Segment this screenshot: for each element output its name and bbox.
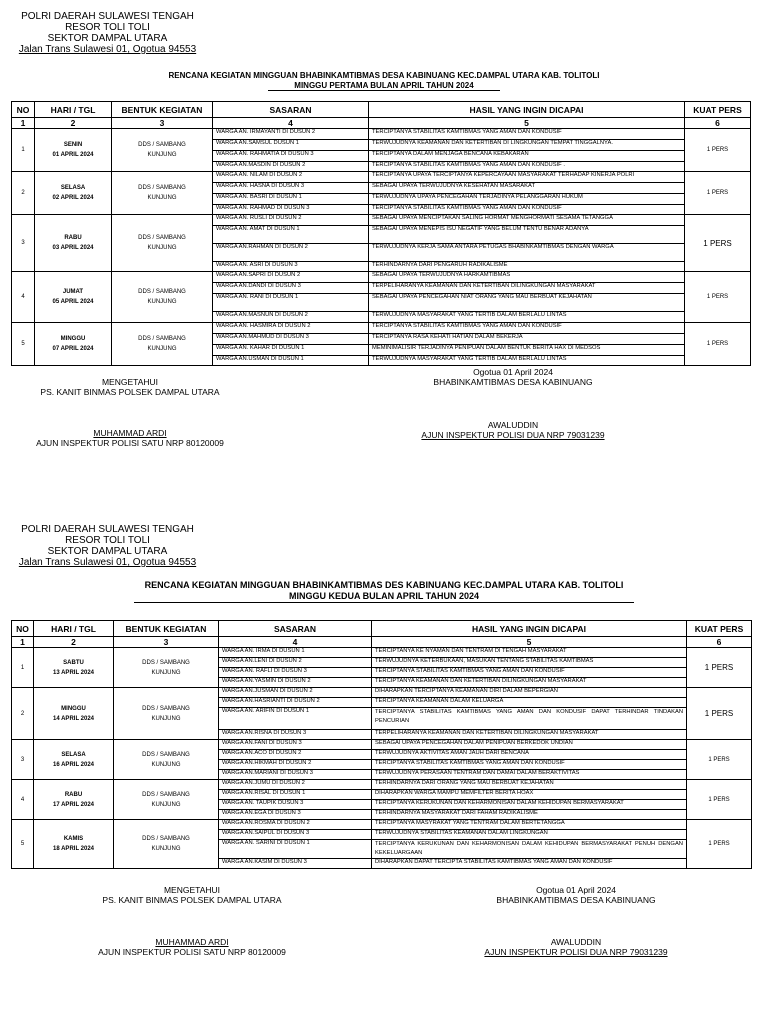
target-cell: WARGA AN. RAHMAD DI DUSUN 3: [213, 205, 369, 215]
force-cell: 1 PERS: [685, 272, 751, 323]
row-number: 3: [12, 740, 34, 780]
result-cell: TERHINDARNYA DARI PENGARUH RADIKALISME: [369, 262, 685, 272]
letterhead-1: [10, 11, 205, 55]
day-cell: [34, 780, 114, 820]
target-cell: WARGA AN.MAHMUD DI DUSUN 3: [213, 334, 369, 345]
col-num-3: 3: [112, 118, 213, 129]
day-date: 07 APRIL 2024: [52, 346, 94, 352]
activity-cell: [112, 215, 213, 272]
row-number: 1: [12, 648, 34, 688]
sign-right-name: AWALUDDIN: [550, 937, 602, 947]
schedule-table-week1: [11, 101, 751, 366]
col-activity: BENTUK KEGIATAN: [112, 102, 213, 118]
sign-right-position: BHABINKAMTIBMAS DESA KABINUANG: [433, 377, 593, 387]
letterhead-line1: POLRI DAERAH SULAWESI TENGAH: [21, 524, 194, 535]
day-cell: [34, 740, 114, 780]
col-force: KUAT PERS: [687, 621, 752, 637]
target-cell: WARGA AN.DANDI DI DUSUN 3: [213, 283, 369, 294]
target-cell: WARGA AN.FANI DI DUSUN 3: [219, 740, 372, 750]
sign-right-rank: AJUN INSPEKTUR POLISI DUA NRP 79031239: [484, 947, 668, 957]
target-cell: WARGA AN.SAMSUL DUSUN 1: [213, 140, 369, 151]
day-date: 17 APRIL 2024: [52, 801, 95, 808]
activity-line2: KUNJUNG: [147, 299, 177, 305]
result-cell: TERWUJUDNYA UPAYA PENCEGAHAN TERJADINYA PELANGGARAN HUKUM: [369, 194, 685, 205]
result-cell: TERCIPTANYA STABILITAS KAMTIBMAS YANG AMAN DAN KONDUSIF: [369, 129, 685, 140]
letterhead-line3: SEKTOR DAMPAL UTARA: [47, 546, 168, 557]
activity-cell: [114, 648, 219, 688]
force-cell: 1 PERS: [685, 172, 751, 215]
result-cell: TERWUJUDNYA KERJA SAMA ANTARA PETUGAS BHABINKAMTIBMAS DENGAN WARGA: [369, 244, 685, 262]
activity-line2: KUNJUNG: [147, 152, 177, 158]
target-cell: WARGA AN. KAHAR DI DUSUN 1: [213, 345, 369, 356]
target-cell: WARGA AN.KASIM DI DUSUN 3: [219, 859, 372, 869]
table-row: [12, 323, 751, 334]
target-cell: WARGA AN.ROSMA DI DUSUN 2: [219, 820, 372, 830]
result-cell: TERCIPTANYA KERUKUNAN DAN KEHARMONISAN DALAM KEHIDUPAN BERMASYARAKAT PENUH DENGAN KEKELUARGAAN: [372, 840, 687, 859]
day-name: SELASA: [60, 185, 86, 191]
target-cell: WARGA AN.RISAL DI DUSUN 1: [219, 790, 372, 800]
col-day: HARI / TGL: [34, 621, 114, 637]
col-num-5: 5: [372, 637, 687, 648]
activity-line1: DDS / SAMBANG: [142, 751, 190, 758]
result-cell: SEBAGAI UPAYA TERWUJUDNYA KESEHATAN MASARAKAT: [369, 183, 685, 194]
day-date: 18 APRIL 2024: [52, 846, 95, 852]
result-cell: TERCIPTANYA DALAM MENJAGA BENCANA KEBAKARAN: [369, 151, 685, 162]
col-target: SASARAN: [213, 102, 369, 118]
sign-left-caption: MENGETAHUI: [101, 377, 159, 387]
target-cell: WARGA AN.MASNUN DI DUSUN 2: [213, 312, 369, 323]
activity-line2: KUNJUNG: [151, 761, 181, 768]
result-cell: MEMINIMALISIR TERJADINYA PENIPUAN DALAM BENTUK BERITA HAX DI MEDSOS: [369, 345, 685, 356]
activity-line1: DDS / SAMBANG: [138, 185, 186, 191]
col-target: SASARAN: [219, 621, 372, 637]
letterhead-line2: RESOR TOLI TOLI: [65, 535, 150, 546]
signature-right-2: [456, 885, 696, 957]
col-activity: BENTUK KEGIATAN: [114, 621, 219, 637]
plan-title-2: [0, 580, 768, 603]
col-num-3: 3: [114, 637, 219, 648]
result-cell: TERCIPTANYA STABILITAS KAMTIBMAS YANG AMAN DAN KONDUSIF: [369, 323, 685, 334]
sign-left-position: PS. KANIT BINMAS POLSEK DAMPAL UTARA: [40, 387, 220, 397]
sign-right-position: BHABINKAMTIBMAS DESA KABINUANG: [496, 895, 656, 905]
col-num-1: 1: [12, 118, 35, 129]
sign-left-caption: MENGETAHUI: [163, 885, 221, 895]
sign-left-rank: AJUN INSPEKTUR POLISI SATU NRP 80120009: [36, 438, 224, 448]
target-cell: WARGA AN.SAPRI DI DUSUN 2: [213, 272, 369, 283]
result-cell: TERCIPTANYA STABILITAS KAMTIBMAS YANG AMAN DAN KONDUSIF: [372, 668, 687, 678]
activity-line1: DDS / SAMBANG: [138, 235, 186, 241]
force-cell: 1 PERS: [685, 323, 751, 366]
day-name: MINGGU: [61, 705, 86, 712]
plan-title-1: [0, 71, 768, 91]
activity-line1: DDS / SAMBANG: [142, 791, 190, 798]
letterhead-2: [10, 524, 205, 568]
result-cell: TERCIPTANYA UPAYA TERCIPTANYA KEPERCAYAAN MASYARAKAT TERHADAP KINERJA POLRI: [369, 172, 685, 183]
result-cell: TERPELIHARANYA KEAMANAN DAN KETERTIBAN DILINGKUNGAN MASYARAKAT: [372, 730, 687, 740]
result-cell: SEBAGAI UPAYA PENCEGAHAN DALAM PENIPUAN BERKEDOK UNDIAN: [372, 740, 687, 750]
result-cell: DIHARAPKAN DAPAT TERCIPTA STABILITAS KAMTIBMAS YANG AMAN DAN KONDUSIF: [372, 859, 687, 869]
row-number: 4: [12, 272, 35, 323]
target-cell: WARGA AN. AMAT DI DUSUN 1: [213, 226, 369, 244]
letterhead-address: Jalan Trans Sulawesi 01, Ogotua 94553: [18, 557, 197, 568]
activity-line1: DDS / SAMBANG: [138, 336, 186, 342]
col-num-6: 6: [687, 637, 752, 648]
plan-subtitle: MINGGU PERTAMA BULAN APRIL TAHUN 2024: [268, 81, 499, 92]
letterhead-address: Jalan Trans Sulawesi 01, Ogotua 94553: [18, 44, 197, 55]
target-cell: WARGA AN.EGA DI DUSUN 3: [219, 810, 372, 820]
target-cell: WARGA AN.JUSMAN DI DUSUN 2: [219, 688, 372, 698]
target-cell: WARGA AN.RISNA DI DUSUN 3: [219, 730, 372, 740]
sign-right-rank: AJUN INSPEKTUR POLISI DUA NRP 79031239: [421, 430, 605, 440]
day-date: 16 APRIL 2024: [52, 761, 95, 768]
table-row: [12, 129, 751, 140]
result-cell: SEBAGAI UPAYA TERWUJUDNYA HARKAMTIBMAS: [369, 272, 685, 283]
target-cell: WARGA AN. RAHMATIA DI DUSUN 3: [213, 151, 369, 162]
result-cell: DIHARAPKAN TERCIPTANYA KEAMANAN DIRI DALAM BEPERGIAN: [372, 688, 687, 698]
target-cell: WARGA AN.LENI DI DUSUN 2: [219, 658, 372, 668]
table-row: [12, 688, 752, 698]
activity-cell: [112, 129, 213, 172]
activity-line1: DDS / SAMBANG: [142, 836, 190, 842]
activity-line2: KUNJUNG: [151, 669, 181, 676]
target-cell: WARGA AN.YASMIN DI DUSUN 2: [219, 678, 372, 688]
force-cell: 1 PERS: [687, 820, 752, 869]
day-date: 13 APRIL 2024: [52, 669, 95, 676]
target-cell: WARGA AN.MARIANI DI DUSUN 3: [219, 770, 372, 780]
col-no: NO: [12, 102, 35, 118]
activity-cell: [112, 272, 213, 323]
force-cell: 1 PERS: [685, 129, 751, 172]
target-cell: WARGA AN.JUMU DI DUSUN 2: [219, 780, 372, 790]
day-name: KAMIS: [63, 836, 84, 842]
row-number: 1: [12, 129, 35, 172]
target-cell: WARGA AN. RAFLI DI DUSUN 3: [219, 668, 372, 678]
row-number: 3: [12, 215, 35, 272]
activity-line1: DDS / SAMBANG: [142, 705, 190, 712]
letterhead-line2: RESOR TOLI TOLI: [65, 22, 150, 33]
col-day: HARI / TGL: [35, 102, 112, 118]
result-cell: TERPELIHARANYA KEAMANAN DAN KETERTIBAN DILINGKUNGAN MASYARAKAT: [369, 283, 685, 294]
day-name: RABU: [64, 235, 82, 241]
result-cell: TERCIPTANYA KERUKUNAN DAN KEHARMONISAN DALAM KEHIDUPAN BERMASYARAKAT: [372, 800, 687, 810]
plan-title: RENCANA KEGIATAN MINGGUAN BHABINKAMTIBMAS DES KABINUANG KEC.DAMPAL UTARA KAB. TOLITOLI: [144, 580, 624, 590]
sign-left-rank: AJUN INSPEKTUR POLISI SATU NRP 80120009: [98, 947, 286, 957]
target-cell: WARGA AN. HASMIRA DI DUSUN 2: [213, 323, 369, 334]
day-cell: [34, 820, 114, 869]
target-cell: WARGA AN.MASDIN DI DUSUN 2: [213, 162, 369, 172]
day-date: 05 APRIL 2024: [52, 299, 94, 305]
col-num-6: 6: [685, 118, 751, 129]
result-cell: TERCIPTANYA RASA KEHATI HATIAN DALAM BEKERJA: [369, 334, 685, 345]
col-result: HASIL YANG INGIN DICAPAI: [369, 102, 685, 118]
day-date: 03 APRIL 2024: [52, 245, 94, 251]
activity-line1: DDS / SAMBANG: [138, 289, 186, 295]
day-cell: [34, 648, 114, 688]
row-number: 5: [12, 820, 34, 869]
row-number: 2: [12, 172, 35, 215]
day-name: RABU: [64, 791, 83, 798]
force-cell: 1 PERS: [687, 740, 752, 780]
result-cell: TERCIPTANYA STABILITAS KAMTIBMAS YANG AMAN DAN KONDUSIF .: [369, 162, 685, 172]
target-cell: WARGA AN.HIKMAH DI DUSUN 2: [219, 760, 372, 770]
target-cell: WARGA AN. BASRI DI DUSUN 1: [213, 194, 369, 205]
result-cell: TERWUJUDNYA MASYARAKAT YANG TERTIB DALAM BERLALU LINTAS: [369, 356, 685, 366]
activity-cell: [114, 820, 219, 869]
result-cell: SEBAGAI UPAYA PENCEGAHAN NIAT ORANG YANG MAU BERBUAT KEJAHATAN: [369, 294, 685, 312]
col-no: NO: [12, 621, 34, 637]
result-cell: TERCIPTANYA KEAMANAN DAN KETERTIBAN DILINGKUNGAN MASYARAKAT: [372, 678, 687, 688]
letterhead-line3: SEKTOR DAMPAL UTARA: [47, 33, 168, 44]
activity-cell: [112, 172, 213, 215]
activity-line2: KUNJUNG: [147, 346, 177, 352]
activity-line2: KUNJUNG: [147, 195, 177, 201]
row-number: 4: [12, 780, 34, 820]
col-num-2: 2: [35, 118, 112, 129]
schedule-table-week2: [11, 620, 752, 869]
sign-right-date: Ogotua 01 April 2024: [473, 367, 553, 377]
result-cell: TERHINDARNYA DARI ORANG YANG MAU BERBUAT KEJAHATAN: [372, 780, 687, 790]
day-name: SABTU: [63, 659, 84, 666]
target-cell: WARGA AN. IRMAYANTI DI DUSUN 2: [213, 129, 369, 140]
result-cell: SEBAGAI UPAYA MENEPIS ISU NEGATIF YANG BELUM TENTU BENAR ADANYA: [369, 226, 685, 244]
col-num-5: 5: [369, 118, 685, 129]
day-name: SENIN: [63, 142, 83, 148]
target-cell: WARGA AN. SARINI DI DUSUN 1: [219, 840, 372, 859]
activity-cell: [114, 688, 219, 740]
day-cell: [35, 129, 112, 172]
result-cell: SEBAGAI UPAYA MENCIPTAKAN SALING HORMAT MENGHORMATI SESAMA TETANGGA: [369, 215, 685, 226]
activity-line1: DDS / SAMBANG: [138, 142, 186, 148]
target-cell: WARGA AN. IRMA DI DUSUN 1: [219, 648, 372, 658]
col-num-4: 4: [213, 118, 369, 129]
activity-cell: [112, 323, 213, 366]
target-cell: WARGA AN. ASRI DI DUSUN 3: [213, 262, 369, 272]
day-date: 02 APRIL 2024: [52, 195, 94, 201]
target-cell: WARGA AN.SAIPUL DI DUSUN 3: [219, 830, 372, 840]
result-cell: TERCIPTANYA KE NYAMAN DAN TENTRAM DI TENGAH MASYARAKAT: [372, 648, 687, 658]
force-cell: 1 PERS: [685, 215, 751, 272]
col-num-4: 4: [219, 637, 372, 648]
activity-line2: KUNJUNG: [151, 801, 181, 808]
table-row: [12, 215, 751, 226]
force-cell: 1 PERS: [687, 688, 752, 740]
day-cell: [35, 272, 112, 323]
row-number: 2: [12, 688, 34, 740]
activity-cell: [114, 740, 219, 780]
day-name: JUMAT: [62, 289, 84, 295]
target-cell: WARGA AN. RANI DI DUSUN 1: [213, 294, 369, 312]
col-num-2: 2: [34, 637, 114, 648]
col-force: KUAT PERS: [685, 102, 751, 118]
result-cell: TERCIPTANYA KEAMANAN DALAM KELUARGA: [372, 698, 687, 708]
day-name: MINGGU: [60, 336, 86, 342]
day-cell: [35, 215, 112, 272]
target-cell: WARGA AN.USMAN DI DUSUN 1: [213, 356, 369, 366]
row-number: 5: [12, 323, 35, 366]
day-cell: [34, 688, 114, 740]
target-cell: WARGA AN.HASRIANTI DI DUSUN 2: [219, 698, 372, 708]
target-cell: WARGA AN. NILAM DI DUSUN 2: [213, 172, 369, 183]
target-cell: WARGA AN. HASNA DI DUSUN 3: [213, 183, 369, 194]
result-cell: TERWUJUDNYA PERASAAN TENTRAM DAN DAMAI DALAM BERAKTIVITAS: [372, 770, 687, 780]
force-cell: 1 PERS: [687, 648, 752, 688]
result-cell: TERCIPTANYA STABILITAS KAMTIBMAS YANG AMAN DAN KONDUSIF: [372, 760, 687, 770]
col-result: HASIL YANG INGIN DICAPAI: [372, 621, 687, 637]
sign-left-name: MUHAMMAD ARDI: [93, 428, 167, 438]
signature-right-1: [393, 367, 633, 440]
day-cell: [35, 323, 112, 366]
activity-line2: KUNJUNG: [147, 245, 177, 251]
result-cell: TERWUJUDNYA KETERBUKAAN, MASUKAN TENTANG STABILITAS KAMTIBMAS: [372, 658, 687, 668]
target-cell: WARGA AN.RAHMAN DI DUSUN 2: [213, 244, 369, 262]
result-cell: TERHINDARNYA MASYARAKAT DARI FAHAM RADIKALISME: [372, 810, 687, 820]
target-cell: WARGA AN. RUSLI DI DUSUN 2: [213, 215, 369, 226]
sign-left-position: PS. KANIT BINMAS POLSEK DAMPAL UTARA: [102, 895, 282, 905]
day-date: 14 APRIL 2024: [52, 715, 95, 722]
result-cell: TERCIPTANYA MASYRAKAT YANG TENTRAM DALAM BERTETANGGA: [372, 820, 687, 830]
table-row: [12, 740, 752, 750]
force-cell: 1 PERS: [687, 780, 752, 820]
activity-line1: DDS / SAMBANG: [142, 659, 190, 666]
table-row: [12, 172, 751, 183]
table-row: [12, 780, 752, 790]
result-cell: TERCIPTANYA STABILITAS KAMTIBMAS YANG AMAN DAN KONDUSIF: [369, 205, 685, 215]
sign-right-name: AWALUDDIN: [487, 420, 539, 430]
plan-subtitle: MINGGU KEDUA BULAN APRIL TAHUN 2024: [134, 591, 634, 603]
day-cell: [35, 172, 112, 215]
sign-right-date: Ogotua 01 April 2024: [536, 885, 616, 895]
result-cell: TERWUJUDNYA MASYARAKAT YANG TERTIB DALAM BERLALU LINTAS: [369, 312, 685, 323]
table-row: [12, 648, 752, 658]
activity-line2: KUNJUNG: [151, 846, 181, 852]
target-cell: WARGA AN.ACO DI DUSUN 2: [219, 750, 372, 760]
col-num-1: 1: [12, 637, 34, 648]
table-row: [12, 820, 752, 830]
activity-cell: [114, 780, 219, 820]
day-name: SELASA: [61, 751, 86, 758]
target-cell: WARGA AN. TAUPIK DUSUN 3: [219, 800, 372, 810]
result-cell: TERWUJUDNYA KEAMANAN DAN KETERTIBAN DI LINGKUNGAN TEMPAT TINGGALNYA.: [369, 140, 685, 151]
signature-left-2: [72, 885, 312, 957]
sign-left-name: MUHAMMAD ARDI: [155, 937, 229, 947]
result-cell: TERCIPTANYA STABILITAS KAMTIBMAS YANG AMAN DAN KONDUSIF DAPAT TERHINDAR TINDAKAN PENCURIAN: [372, 708, 687, 730]
result-cell: TERWUJUDNYA AKTIVITAS AMAN JAUH DARI BENCANA: [372, 750, 687, 760]
result-cell: TERWUJUDNYA STABILITAS KEAMANAN DALAM LINGKUNGAN: [372, 830, 687, 840]
plan-title: RENCANA KEGIATAN MINGGUAN BHABINKAMTIBMAS DESA KABINUANG KEC.DAMPAL UTARA KAB. TOLITOLI: [168, 71, 600, 80]
signature-left-1: [10, 377, 250, 448]
result-cell: DIHARAPKAN WARGA MAMPU MEMFILTER BERITA HOAX: [372, 790, 687, 800]
table-row: [12, 272, 751, 283]
target-cell: WARGA AN. ARIFIN DI DUSUN 1: [219, 708, 372, 730]
activity-line2: KUNJUNG: [151, 715, 181, 722]
letterhead-line1: POLRI DAERAH SULAWESI TENGAH: [21, 11, 194, 22]
day-date: 01 APRIL 2024: [52, 152, 94, 158]
